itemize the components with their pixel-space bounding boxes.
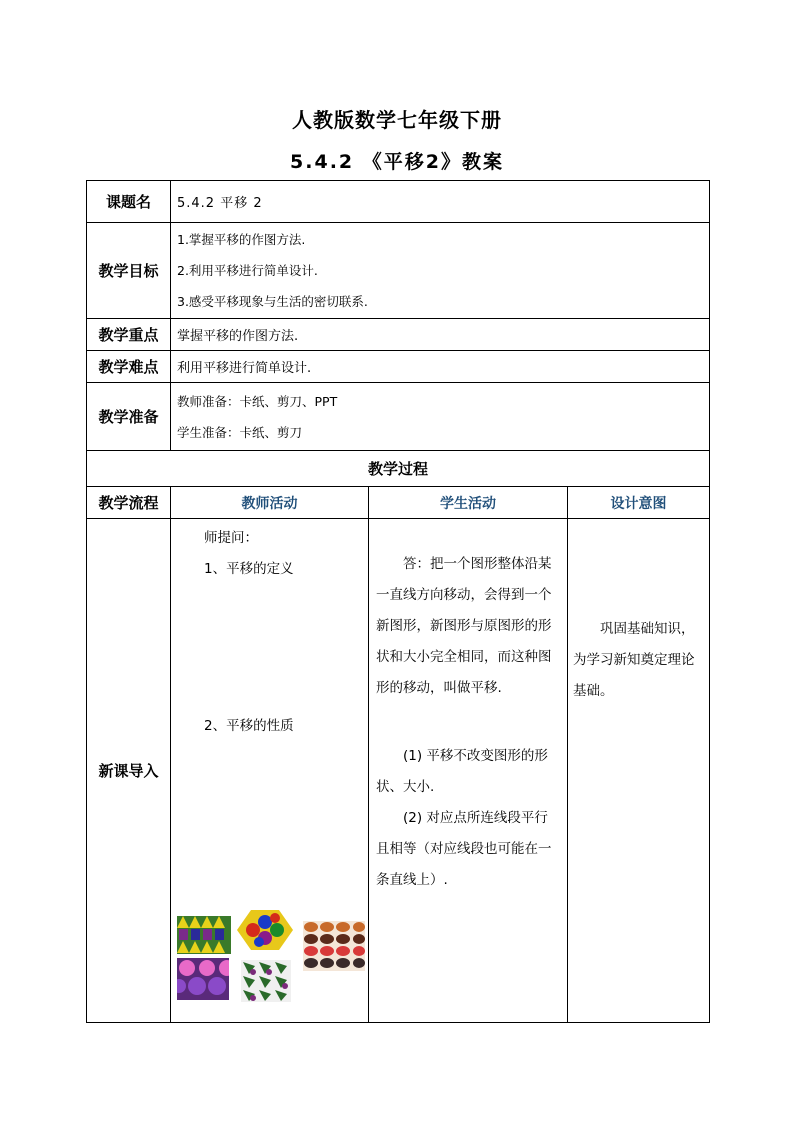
answer-line: (1) 平移不改变图形的形	[403, 748, 548, 764]
header-flow: 教学流程	[87, 487, 171, 519]
student-activity-cell	[369, 519, 568, 1023]
goal-item: 3.感受平移现象与生活的密切联系.	[177, 294, 368, 309]
topic-value: 5.4.2 平移 2	[171, 181, 710, 223]
design-intent-text	[573, 614, 703, 707]
document-subtitle: 5.4.2 《平移2》教案	[290, 151, 504, 173]
question-properties: 2、平移的性质	[204, 718, 294, 734]
answer-line: 形的移动，叫做平移.	[376, 680, 502, 696]
preparation-label: 教学准备	[87, 383, 171, 451]
student-preparation: 学生准备：卡纸、剪刀	[177, 424, 303, 440]
difficulty-label: 教学难点	[87, 351, 171, 383]
bird-pattern-image	[241, 960, 291, 1002]
answer-property-1	[376, 741, 561, 803]
teacher-preparation: 教师准备：卡纸、剪刀、PPT	[177, 393, 338, 409]
key-point-label: 教学重点	[87, 319, 171, 351]
question-definition: 1、平移的定义	[204, 561, 294, 577]
design-line: 基础。	[573, 683, 614, 699]
design-line: 为学习新知奠定理论	[573, 652, 695, 668]
lesson-plan-table	[86, 180, 710, 1023]
answer-line: (2) 对应点所连线段平行	[403, 810, 548, 826]
goal-list	[171, 223, 710, 319]
answer-line: 且相等（对应线段也可能在一	[376, 841, 552, 857]
answer-line: 新图形，新图形与原图形的形	[376, 618, 552, 634]
header-design-intent: 设计意图	[568, 487, 710, 519]
goal-item: 2.利用平移进行简单设计.	[177, 263, 318, 278]
answer-line: 答：把一个图形整体沿某	[403, 556, 552, 572]
process-title: 教学过程	[87, 451, 710, 487]
answer-definition	[376, 549, 561, 704]
difficulty-value: 利用平移进行简单设计.	[171, 351, 710, 383]
header-teacher-activity: 教师活动	[171, 487, 369, 519]
teacher-activity-cell	[171, 519, 369, 1023]
answer-line: 一直线方向移动，会得到一个	[376, 587, 552, 603]
answer-line: 条直线上）.	[376, 872, 448, 888]
answer-property-2	[376, 803, 561, 896]
topic-label: 课题名	[87, 181, 171, 223]
stage-label: 新课导入	[87, 519, 171, 1023]
design-line: 巩固基础知识，	[600, 621, 695, 637]
triangle-pattern-image	[177, 916, 231, 954]
document-title: 人教版数学七年级下册	[292, 108, 502, 132]
fish-pattern-image	[303, 917, 365, 975]
answer-line: 状、大小.	[376, 779, 435, 795]
design-intent-cell	[568, 519, 710, 1023]
hexagon-pattern-image	[237, 910, 293, 950]
preparation-list	[171, 383, 710, 451]
goal-item: 1.掌握平移的作图方法.	[177, 232, 306, 247]
goal-label: 教学目标	[87, 223, 171, 319]
answer-line: 状和大小完全相同，而这种图	[376, 649, 552, 665]
teacher-ask: 师提问：	[204, 530, 258, 546]
circle-pattern-image	[177, 958, 229, 1000]
key-point-value: 掌握平移的作图方法.	[171, 319, 710, 351]
header-student-activity: 学生活动	[369, 487, 568, 519]
